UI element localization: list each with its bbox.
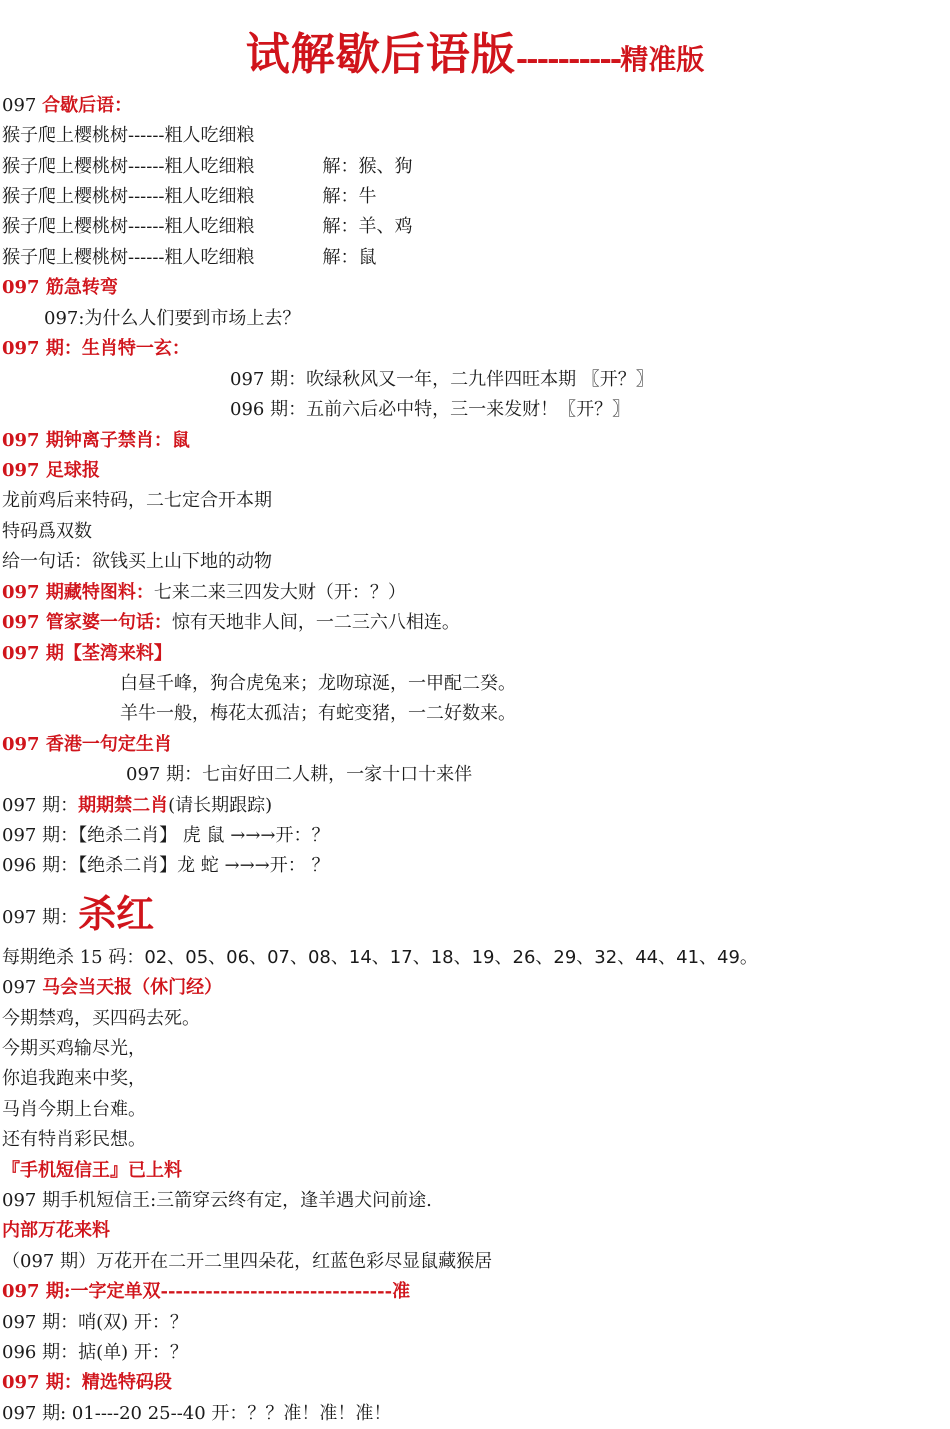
text-line: （097 期）万花开在二开二里四朵花，红蓝色彩尽显鼠藏猴居	[2, 1251, 493, 1272]
section-heading: 097 期：精选特码段	[2, 1372, 172, 1393]
prediction-line: 097 期：吹绿秋风又一年，二九伴四旺本期 〖开？〗	[230, 369, 654, 390]
section-heading: 『手机短信王』已上料	[2, 1160, 182, 1181]
text-line: 097 期：哨(双) 开：？	[2, 1312, 188, 1333]
poem-line: 羊牛一般，梅花太孤洁；有蛇变猪，一二好数来。	[120, 703, 516, 724]
answer: 解：牛	[322, 186, 377, 207]
text-line: 096 期：【绝杀二肖】龙 蛇 →→→开： ？	[2, 855, 330, 876]
section-heading: 097 期：杀红	[2, 891, 155, 936]
text-line: 097 期：七亩好田二人耕，一家十口十来伴	[126, 764, 473, 785]
section-heading: 097 马会当天报（休门经）	[2, 977, 223, 998]
title-dash: ----------	[515, 42, 621, 77]
question-line: 097:为什么人们要到市场上去？	[44, 308, 301, 329]
page-title	[0, 18, 950, 82]
section-heading: 097 期【荃湾来料】	[2, 643, 172, 664]
text-line: 今期禁鸡，买四码去死。	[2, 1008, 200, 1029]
text-line: 还有特肖彩民想。	[2, 1129, 146, 1150]
answer: 解：鼠	[322, 247, 377, 268]
section-heading: 097 筋急转弯	[2, 277, 118, 298]
section-heading: 097 合歇后语：	[2, 95, 133, 116]
riddle-line: 猴子爬上樱桃树------粗人吃细粮 解：牛	[2, 186, 377, 207]
numbers: 02、05、06、07、08、14、17、18、19、26、29、32、44、41、49。	[144, 947, 758, 968]
riddle-line: 猴子爬上樱桃树------粗人吃细粮	[2, 125, 255, 146]
section-heading: 097 期：期期禁二肖(请长期跟踪)	[2, 795, 273, 816]
section-heading: 097 足球报	[2, 460, 100, 481]
title-main: 试解歇后语版	[245, 29, 516, 80]
text-line: 龙前鸡后来特码，二七定合开本期	[2, 490, 272, 511]
riddle-line: 猴子爬上樱桃树------粗人吃细粮 解：猴、狗	[2, 156, 413, 177]
text-line: 097 期：【绝杀二肖】 虎 鼠 →→→开：？	[2, 825, 330, 846]
text-line: 你追我跑来中奖，	[2, 1068, 146, 1089]
answer: 解：猴、狗	[322, 156, 413, 177]
section-heading: 097 期：生肖特一玄：	[2, 338, 190, 359]
section-heading: 097 管家婆一句话：惊有天地非人间，一二三六八相连。	[2, 612, 460, 633]
text-line: 马肖今期上台难。	[2, 1099, 146, 1120]
poem-line: 白昼千峰，狗合虎兔来；龙吻琼涎，一甲配二癸。	[120, 673, 516, 694]
text-line: 097 期: 01----20 25--40 开：？？准！准！准！	[2, 1403, 392, 1424]
section-heading: 097 期钟离子禁肖：鼠	[2, 430, 190, 451]
section-heading: 097 期:一字定单双-------------------------------准	[2, 1281, 411, 1302]
riddle-line: 猴子爬上樱桃树------粗人吃细粮 解：鼠	[2, 247, 377, 268]
title-suffix: 精准版	[620, 43, 705, 76]
text-line: 特码爲双数	[2, 521, 92, 542]
text-line: 今期买鸡输尽光，	[2, 1038, 146, 1059]
numbers-line: 每期绝杀 15 码：02、05、06、07、08、14、17、18、19、26、29、32、44、41、49。	[2, 947, 758, 968]
answer: 解：羊、鸡	[322, 216, 413, 237]
text-line: 给一句话：欲钱买上山下地的动物	[2, 551, 272, 572]
section-heading: 097 期藏特图料：七来二来三四发大财（开：？）	[2, 582, 406, 603]
riddle-line: 猴子爬上樱桃树------粗人吃细粮 解：羊、鸡	[2, 216, 413, 237]
section-heading: 内部万花来料	[2, 1220, 110, 1241]
prediction-line: 096 期：五前六后必中特，三一来发财！〖开？〗	[230, 399, 631, 420]
text-line: 096 期：掂(单) 开：？	[2, 1342, 188, 1363]
text-line: 097 期手机短信王:三箭穿云终有定，逢羊遇犬问前途.	[2, 1190, 432, 1211]
section-heading: 097 香港一句定生肖	[2, 734, 172, 755]
big-heading: 杀红	[78, 891, 155, 936]
